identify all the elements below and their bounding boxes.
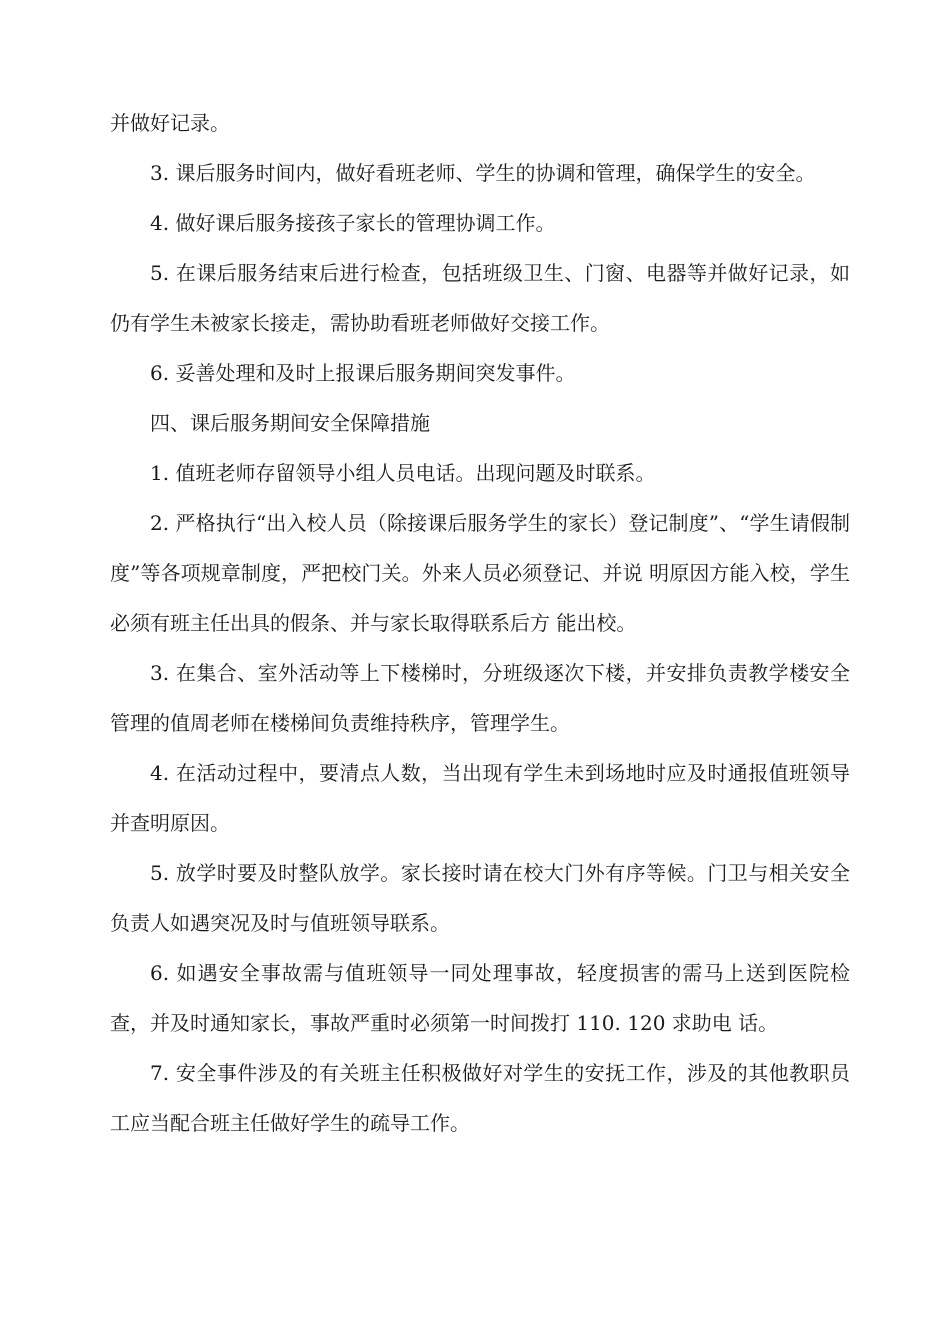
paragraph-3: 4. 做好课后服务接孩子家长的管理协调工作。 (150, 211, 556, 235)
document-body (110, 98, 850, 1148)
paragraph-12: 6. 如遇安全事故需与值班领导一同处理事故，轻度损害的需马上送到医院检查，并及时通知家长，事故严重时必须第一时间拨打 110. 120 求助电 话。 (110, 961, 850, 1035)
paragraph-10: 4. 在活动过程中，要清点人数，当出现有学生未到场地时应及时通报值班领导并查明原因。 (110, 761, 850, 835)
paragraph-9: 3. 在集合、室外活动等上下楼梯时，分班级逐次下楼，并安排负责教学楼安全管理的值周老师在楼梯间负责维持秩序，管理学生。 (110, 661, 850, 735)
paragraph-5: 6. 妥善处理和及时上报课后服务期间突发事件。 (150, 361, 576, 385)
paragraph-7: 1. 值班老师存留领导小组人员电话。出现问题及时联系。 (150, 461, 656, 485)
paragraph-13: 7. 安全事件涉及的有关班主任积极做好对学生的安抚工作，涉及的其他教职员工应当配合班主任做好学生的疏导工作。 (110, 1061, 850, 1135)
paragraph-8: 2. 严格执行“出入校人员（除接课后服务学生的家长）登记制度”、“学生请假制度”等各项规章制度，严把校门关。外来人员必须登记、并说 明原因方能入校，学生必须有班主任出具的假条、并与家长取得联系后方 能出校。 (110, 511, 850, 635)
section-heading: 四、课后服务期间安全保障措施 (150, 411, 430, 435)
paragraph-11: 5. 放学时要及时整队放学。家长接时请在校大门外有序等候。门卫与相关安全负责人如遇突况及时与值班领导联系。 (110, 861, 850, 935)
paragraph-1: 并做好记录。 (110, 111, 230, 135)
paragraph-4: 5. 在课后服务结束后进行检查，包括班级卫生、门窗、电器等并做好记录，如仍有学生未被家长接走，需协助看班老师做好交接工作。 (110, 261, 850, 335)
paragraph-2: 3. 课后服务时间内，做好看班老师、学生的协调和管理，确保学生的安全。 (150, 161, 816, 185)
